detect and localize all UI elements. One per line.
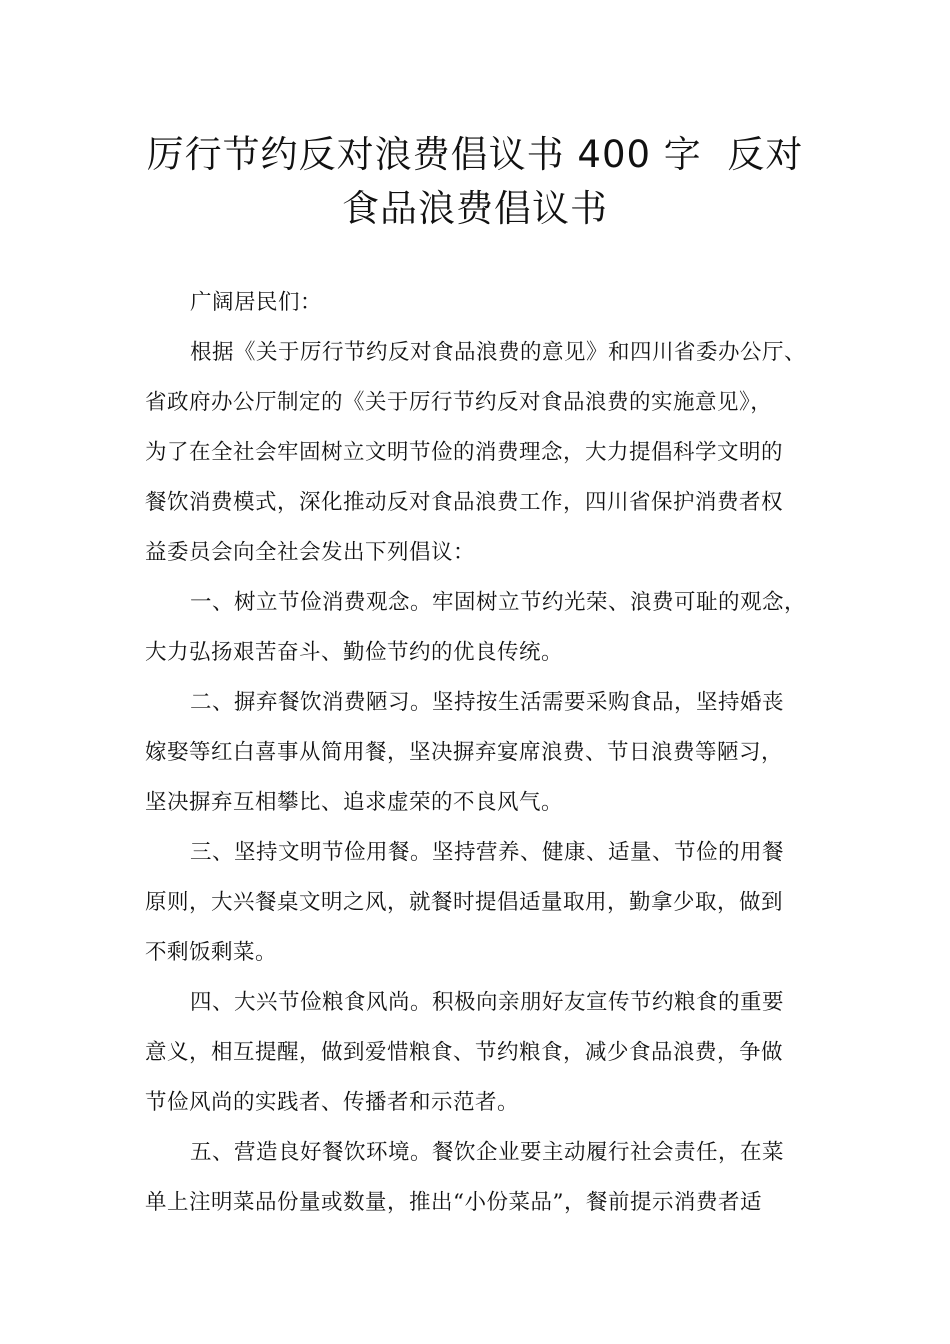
text-line: 二、摒弃餐饮消费陋习。坚持按生活需要采购食品，坚持婚丧: [190, 690, 785, 715]
text-line: 五、营造良好餐饮环境。餐饮企业要主动履行社会责任，在菜: [190, 1140, 785, 1165]
text-line: 嫁娶等红白喜事从简用餐，坚决摒弃宴席浪费、节日浪费等陋习，: [145, 740, 784, 765]
text-line: 餐饮消费模式，深化推动反对食品浪费工作，四川省保护消费者权: [145, 490, 784, 515]
text-line: 一、树立节俭消费观念。牢固树立节约光荣、浪费可耻的观念，: [190, 590, 807, 615]
text-line: 广阔居民们：: [190, 290, 323, 315]
text-line: 益委员会向全社会发出下列倡议：: [145, 540, 476, 565]
text-line: 原则，大兴餐桌文明之风，就餐时提倡适量取用，勤拿少取，做到: [145, 890, 784, 915]
text-line: 不剩饭剩菜。: [145, 940, 278, 965]
text-line: 为了在全社会牢固树立文明节俭的消费理念，大力提倡科学文明的: [145, 440, 784, 465]
text-line: 单上注明菜品份量或数量，推出“小份菜品”，餐前提示消费者适: [145, 1190, 762, 1215]
text-line: 坚决摒弃互相攀比、追求虚荣的不良风气。: [145, 790, 564, 815]
text-line: 根据《关于厉行节约反对食品浪费的意见》和四川省委办公厅、: [190, 340, 807, 365]
text-line: 三、坚持文明节俭用餐。坚持营养、健康、适量、节俭的用餐: [190, 840, 785, 865]
title-line-2: 食品浪费倡议书: [342, 187, 608, 230]
text-line: 四、大兴节俭粮食风尚。积极向亲朋好友宣传节约粮食的重要: [190, 990, 785, 1015]
text-line: 意义，相互提醒，做到爱惜粮食、节约粮食，减少食品浪费，争做: [145, 1040, 784, 1065]
text-line: 大力弘扬艰苦奋斗、勤俭节约的优良传统。: [145, 640, 564, 665]
page-title: [0, 128, 950, 236]
document-body: [145, 278, 815, 1228]
text-line: 节俭风尚的实践者、传播者和示范者。: [145, 1090, 520, 1115]
title-line-1: 厉行节约反对浪费倡议书 400 字 反对: [146, 133, 804, 176]
text-line: 省政府办公厅制定的《关于厉行节约反对食品浪费的实施意见》，: [145, 390, 773, 415]
